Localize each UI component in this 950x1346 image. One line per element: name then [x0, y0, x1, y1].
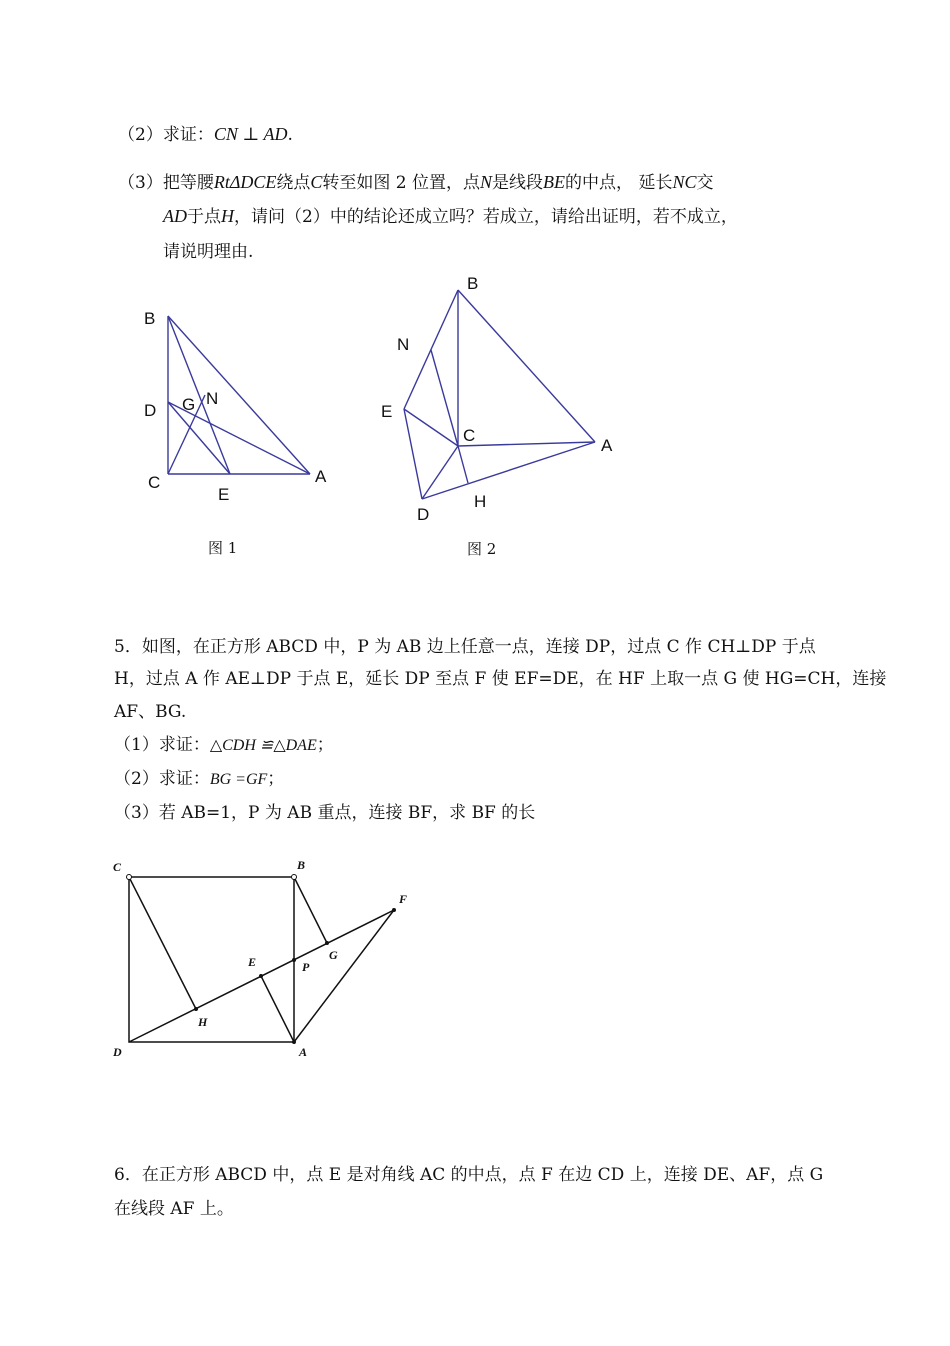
fig2-label-E: E [381, 402, 393, 421]
fig1-label-B: B [144, 309, 156, 328]
q4-part2 [118, 122, 293, 147]
fig3-label-B: B [297, 858, 306, 872]
fig2-label-A: A [601, 436, 613, 455]
q5-line3: AF、BG. [114, 702, 187, 722]
q4-part2-suffix: . [287, 125, 293, 145]
figure-2 [375, 270, 635, 530]
text: 交 [696, 173, 714, 193]
fig2-label-D: D [417, 505, 430, 524]
q4-part2-math: CN ⊥ AD [213, 124, 288, 144]
text: ； [316, 735, 334, 755]
text: 的中点， 延长 [565, 173, 673, 193]
fig1-caption: 图 1 [208, 539, 238, 557]
fig1-label-A: A [315, 467, 327, 486]
math: BG =GF [209, 771, 268, 788]
q5-line2: H，过点 A 作 AE⊥DP 于点 E，延长 DP 至点 F 使 EF=DE，在 HF 上取一点 G 使 HG=CH，连接 [114, 669, 887, 689]
q5-part2 [114, 767, 284, 792]
fig3-label-F: F [399, 892, 408, 906]
q5-line1: 5．如图，在正方形 ABCD 中，P 为 AB 边上任意一点，连接 DP，过点 C 作 CH⊥DP 于点 [114, 637, 816, 657]
fig3-label-G: G [329, 948, 338, 962]
fig2-label-N: N [397, 335, 410, 354]
q5-part1 [114, 733, 334, 758]
figure-square [105, 855, 425, 1070]
q5-part3: （3）若 AB=1，P 为 AB 重点，连接 BF，求 BF 的长 [114, 803, 536, 823]
q6-line2: 在线段 AF 上。 [114, 1199, 234, 1219]
text: ，请问（2）中的结论还成立吗？若成立，请给出证明，若不成立， [234, 207, 738, 227]
fig3-label-C: C [113, 860, 122, 874]
fig3-label-E: E [248, 955, 257, 969]
fig2-label-C: C [463, 426, 476, 445]
q4-part3-line3: 请说明理由. [163, 242, 254, 262]
text: 转至如图 2 位置，点 [322, 173, 481, 193]
q4-part3-line1 [118, 170, 713, 195]
math: BE [543, 172, 566, 192]
fig1-label-C: C [148, 473, 161, 492]
fig1-label-G: G [182, 395, 196, 414]
text: 绕点 [276, 173, 311, 193]
math: NC [672, 172, 697, 192]
text: （3）把等腰 [118, 173, 214, 193]
math: N [480, 172, 493, 192]
fig2-label-B: B [467, 274, 479, 293]
q4-part3-line2 [163, 204, 738, 229]
fig3-label-H: H [198, 1015, 208, 1029]
fig3-label-A: A [299, 1045, 308, 1059]
text: ； [267, 769, 285, 789]
fig3-label-P: P [302, 960, 310, 974]
math: △CDH ≌△DAE [209, 737, 317, 754]
math: AD [163, 206, 187, 226]
fig1-label-E: E [218, 485, 230, 504]
fig2-label-H: H [474, 492, 487, 511]
math: C [310, 172, 323, 192]
math: RtΔDCE [213, 172, 277, 192]
text: （1）求证： [114, 735, 210, 755]
fig2-caption: 图 2 [467, 540, 497, 558]
text: 于点 [187, 207, 221, 227]
figure-1 [130, 300, 350, 510]
text: （2）求证： [114, 769, 210, 789]
q6-line1: 6．在正方形 ABCD 中，点 E 是对角线 AC 的中点，点 F 在边 CD 上，连接 DE、AF，点 G [114, 1165, 824, 1185]
fig3-label-D: D [113, 1045, 122, 1059]
fig1-label-N: N [206, 389, 219, 408]
fig1-label-D: D [144, 401, 157, 420]
text: 是线段 [492, 173, 544, 193]
q4-part2-prefix: （2）求证： [118, 125, 214, 145]
math: H [221, 206, 234, 226]
